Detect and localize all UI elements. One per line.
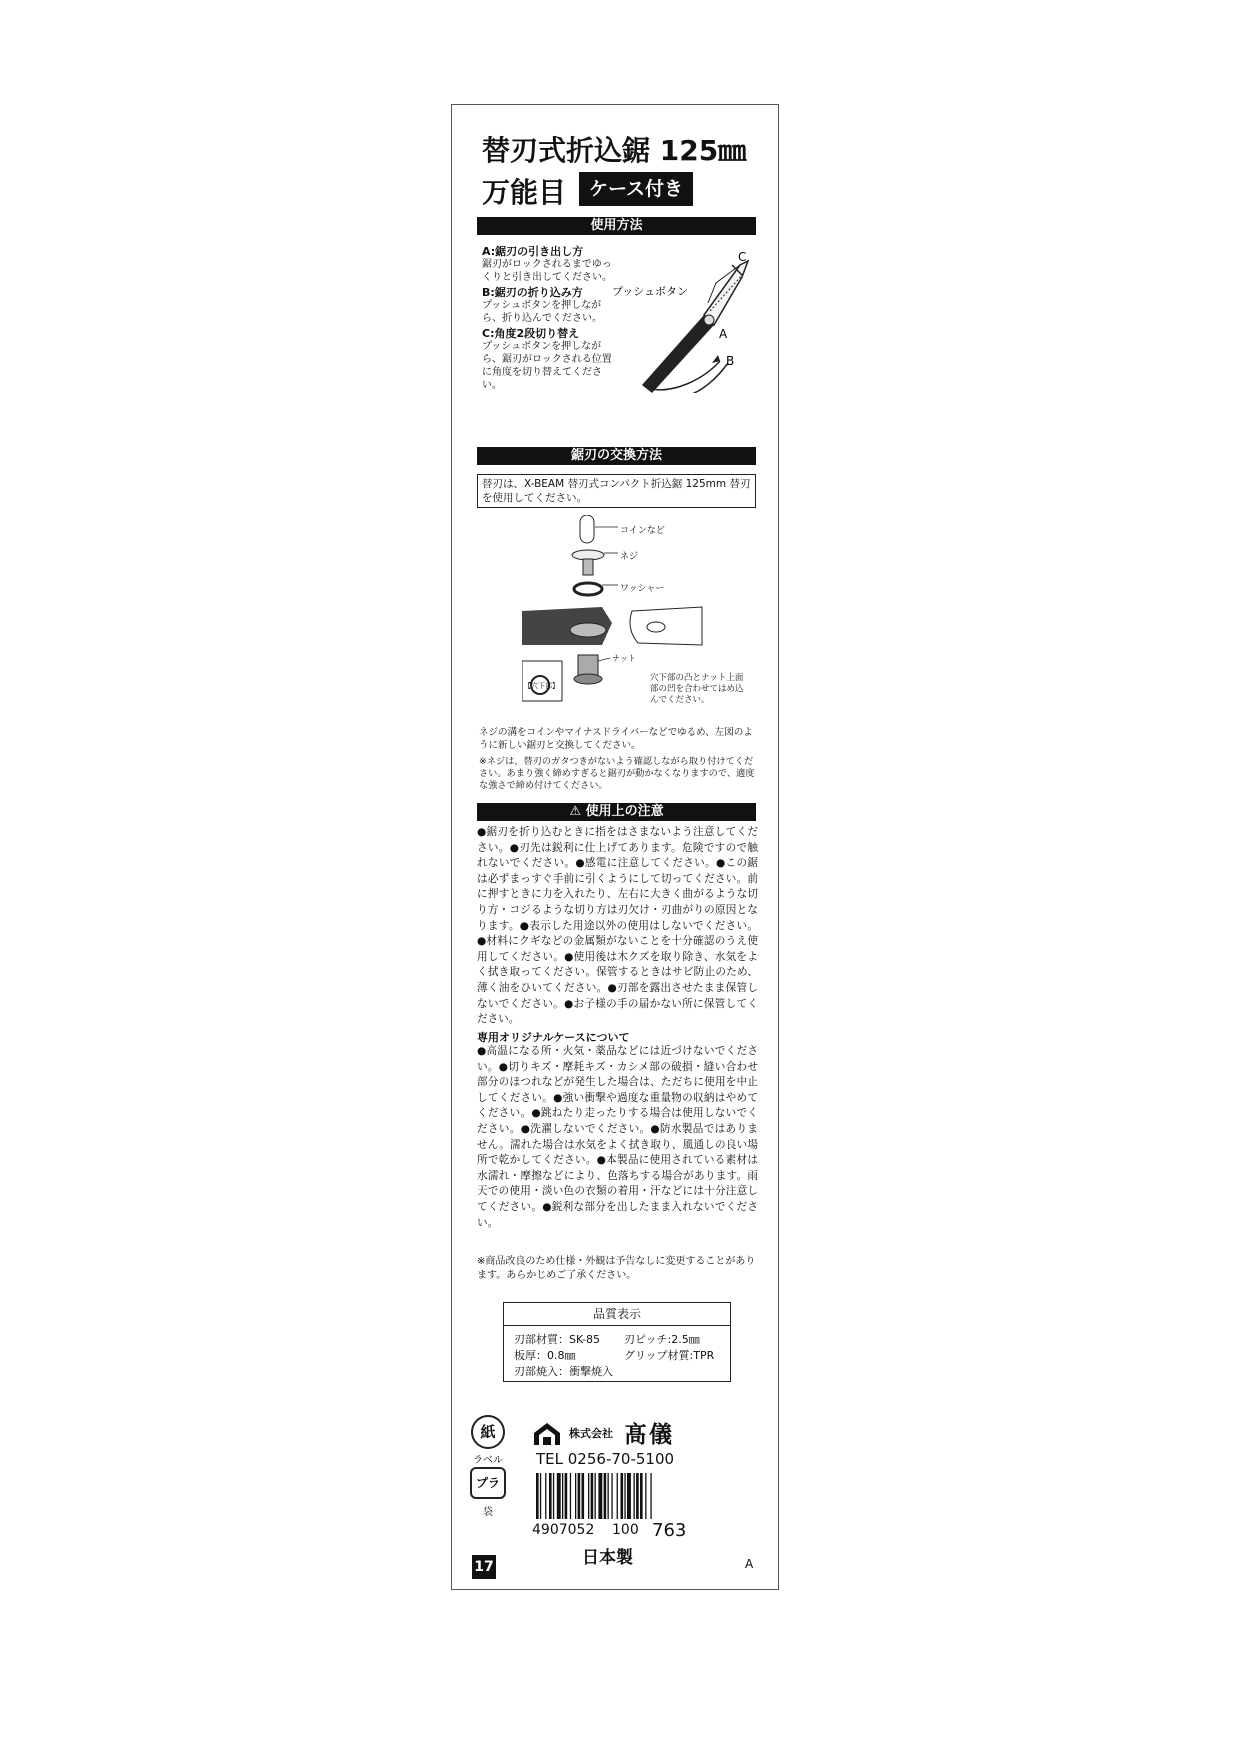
barcode-bar <box>598 1473 602 1519</box>
barcode-bar <box>604 1473 607 1519</box>
barcode-bar <box>536 1473 539 1519</box>
barcode-bar <box>565 1473 568 1519</box>
replace-blade-note: 替刃は、X-BEAM 替刃式コンパクト折込鋸 125mm 替刃を使用してください。 <box>477 474 756 508</box>
product-subtitle: 万能目 <box>482 176 567 209</box>
barcode-bar <box>591 1473 594 1519</box>
barcode-bar <box>624 1473 625 1519</box>
plastic-recycle-icon: プラ <box>470 1467 506 1499</box>
tooth-pitch: 刃ピッチ:2.5㎜ <box>624 1333 700 1346</box>
paper-recycle-icon: 紙 <box>471 1415 505 1449</box>
blade-thickness: 板厚：0.8㎜ <box>514 1349 576 1362</box>
folding-saw-illustration <box>642 261 748 393</box>
barcode-bar <box>595 1473 596 1519</box>
coin-label: コインなど <box>620 526 665 536</box>
plastic-recycle-mark <box>464 1467 512 1501</box>
barcode-bar <box>621 1473 624 1519</box>
usage-a-title: A:鋸刃の引き出し方 <box>482 245 584 258</box>
barcode-bar <box>578 1473 581 1519</box>
barcode-bar <box>553 1473 554 1519</box>
coin-illustration <box>580 515 594 543</box>
barcode-bar <box>636 1473 639 1519</box>
washer-label: ワッシャー <box>620 584 665 594</box>
usage-header: 使用方法 <box>477 217 756 235</box>
washer-illustration <box>574 583 602 595</box>
paper-recycle-label: ラベル <box>473 1455 503 1466</box>
screw-label: ネジ <box>620 552 639 562</box>
company-name: 髙儀 <box>624 1422 674 1448</box>
barcode-right-digits: 763 <box>652 1520 687 1541</box>
package-card <box>451 104 779 1590</box>
company-prefix: 株式会社 <box>569 1427 613 1440</box>
warning-icon: ⚠ <box>569 804 586 819</box>
saw-usage-diagram <box>612 243 752 393</box>
barcode-bar <box>650 1473 651 1519</box>
spec-change-note: ※商品改良のため仕様・外観は予告なしに変更することがあります。あらかじめご了承ください。 <box>477 1256 756 1281</box>
barcode-bar <box>570 1473 571 1519</box>
barcode-bar <box>549 1473 552 1519</box>
nut-label: ナット <box>612 654 636 663</box>
barcode-bar <box>634 1473 635 1519</box>
quality-table <box>503 1302 731 1382</box>
barcode-bar <box>588 1473 589 1519</box>
usage-c-title: C:角度2段切り替え <box>482 327 580 340</box>
handle-illustration <box>522 607 612 645</box>
blade-material: 刃部材質：SK-85 <box>514 1333 601 1346</box>
barcode-bar <box>640 1473 643 1519</box>
barcode-bar <box>611 1473 612 1519</box>
grip-material: グリップ材質:TPR <box>624 1349 715 1362</box>
caution-header <box>477 803 756 821</box>
replace-header: 鋸刃の交換方法 <box>477 447 756 465</box>
usage-instructions <box>482 245 612 392</box>
item-number: 17 <box>472 1555 496 1579</box>
nut-illustration <box>574 655 602 684</box>
replace-instruction: ネジの溝をコインやマイナスドライバーなどでゆるめ、左図のように新しい鋸刃と交換してください。 <box>479 727 753 751</box>
arrow-label-a: A <box>719 327 728 341</box>
usage-b-title: B:鋸刃の折り込み方 <box>482 286 583 299</box>
barcode-bar <box>562 1473 563 1519</box>
usage-c-text: プッシュボタンを押しながら、鋸刃がロックされる位置に角度を切り替えてください。 <box>482 341 612 391</box>
hole-label: 【穴下部】 <box>524 682 559 690</box>
barcode-bar <box>582 1473 585 1519</box>
barcode-bar <box>575 1473 576 1519</box>
push-button-label: プッシュボタン <box>612 285 689 298</box>
case-title: 専用オリジナルケースについて <box>477 1031 630 1044</box>
blade-hardening: 刃部焼入：衝撃焼入 <box>514 1365 613 1378</box>
screw-illustration <box>572 550 604 575</box>
barcode-bar <box>645 1473 646 1519</box>
case-badge: ケース付き <box>579 172 693 206</box>
barcode-bar <box>608 1473 609 1519</box>
quality-header: 品質表示 <box>504 1303 730 1326</box>
usage-a-text: 鋸刃がロックされるまでゆっくりと引き出してください。 <box>482 259 612 283</box>
barcode-left-digits: 4907052 <box>532 1522 595 1538</box>
made-in-japan: 日本製 <box>582 1548 633 1568</box>
usage-b-text: プッシュボタンを押しながら、折り込んでください。 <box>482 300 602 324</box>
case-text: ●高温になる所・火気・薬品などには近づけないでください。●切りキズ・摩耗キズ・カシメ部の破損・縫い合わせ部分のほつれなどが発生した場合は、ただちに使用を中止してください。●強い衝撃や過度な重量物の収納はやめてください。●跳ねたり走ったりする場合は使用しないでください。●洗濯しないでください。●防水製品ではありません。濡れた場合は水気をよく拭き取り、風通しの良い場所で乾かしてください。●本製品に使用されている素材は水濡れ・摩擦などにより、色落ちする場合があります。雨天での使用・淡い色の衣類の着用・汗などには十分注意してください。●鋭利な部分を出したまま入れないでください。 <box>477 1045 758 1229</box>
barcode-bar <box>540 1473 541 1519</box>
alignment-note: 穴下部の凸とナット上面部の凹を合わせてはめ込んでください。 <box>650 673 744 705</box>
replace-screw-note: ※ネジは、替刃のガタつきがないよう確認しながら取り付けてください。あまり強く締めすぎると鋸刃が動かなくなりますので、適度な強さで締め付けてください。 <box>479 756 755 791</box>
product-title: 替刃式折込鋸 125㎜ <box>482 134 747 167</box>
version-letter: A <box>745 1557 754 1571</box>
caution-header-label: 使用上の注意 <box>585 804 664 819</box>
paper-recycle-mark <box>464 1415 512 1449</box>
company-tel: TEL 0256-70-5100 <box>536 1450 675 1468</box>
barcode-mid-digits: 100 <box>612 1522 639 1538</box>
barcode-bar <box>545 1473 546 1519</box>
plastic-recycle-label: 袋 <box>483 1507 493 1518</box>
caution-text: ●鋸刃を折り込むときに指をはさまないよう注意してください。●刃先は鋭利に仕上げてあります。危険ですので触れないでください。●感電に注意してください。●この鋸は必ずまっすぐ手前に引くようにして切ってください。前に押すときに力を入れたり、左右に大きく曲がるような切り方・コジるような切り方は刃欠け・刃曲がりの原因となります。●表示した用途以外の使用はしないでください。●材料にクギなどの金属類がないことを十分確認のうえ使用してください。●使用後は木クズを取り除き、水気をよく拭き取ってください。保管するときはサビ防止のため、薄く油をひいてください。●刃部を露出させたまま保管しないでください。●お子様の手の届かない所に保管してください。 <box>477 826 758 1026</box>
arrow-label-b: B <box>726 354 735 368</box>
barcode <box>536 1473 696 1523</box>
barcode-bar <box>557 1473 561 1519</box>
barcode-bar <box>617 1473 618 1519</box>
arrow-label-c: C <box>738 250 747 264</box>
barcode-bar <box>627 1473 631 1519</box>
company-logo-icon <box>532 1421 562 1447</box>
replacement-blade-illustration <box>630 607 702 645</box>
